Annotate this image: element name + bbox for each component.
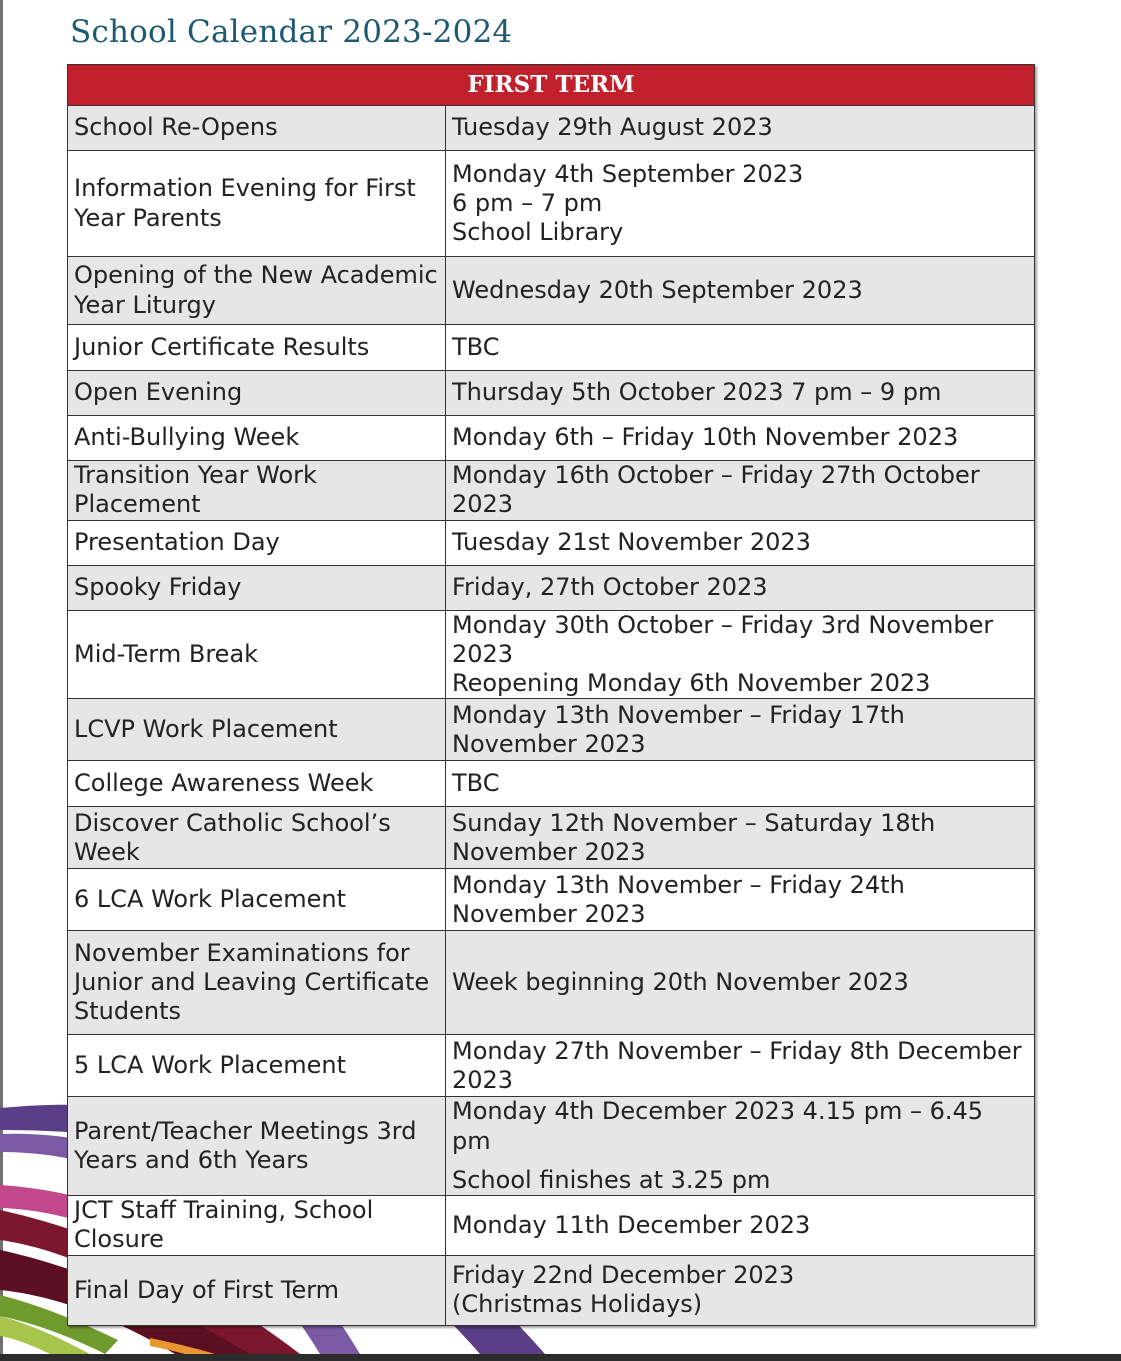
date-line: Monday 30th October – Friday 3rd November 2023 (452, 610, 994, 668)
event-name: School Re-Opens (68, 106, 446, 151)
date-line: Tuesday 21st November 2023 (452, 527, 811, 556)
table-row (68, 610, 1035, 699)
table-row (68, 869, 1035, 931)
event-date (446, 807, 1035, 869)
event-date (446, 1196, 1035, 1256)
table-row (68, 807, 1035, 869)
table-row (68, 565, 1035, 610)
event-name: 5 LCA Work Placement (68, 1035, 446, 1097)
event-name: Discover Catholic School’s Week (68, 807, 446, 869)
page-bottom-edge (0, 1354, 1121, 1361)
event-date (446, 699, 1035, 761)
event-name: Spooky Friday (68, 565, 446, 610)
event-name: November Examinations for Junior and Leaving Certificate Students (68, 931, 446, 1035)
table-row (68, 151, 1035, 257)
table-row (68, 1097, 1035, 1196)
table-row (68, 761, 1035, 807)
date-line: Friday 22nd December 2023 (452, 1260, 795, 1289)
event-date (446, 1097, 1035, 1196)
date-line: (Christmas Holidays) (452, 1290, 703, 1319)
date-line: Thursday 5th October 2023 7 pm – 9 pm (452, 378, 942, 407)
date-line: Monday 16th October – Friday 27th October 2023 (452, 461, 980, 519)
date-line: Tuesday 29th August 2023 (452, 113, 773, 142)
event-name: Parent/Teacher Meetings 3rd Years and 6th Years (68, 1097, 446, 1196)
date-line: Monday 13th November – Friday 17th November 2023 (452, 700, 905, 758)
event-date (446, 565, 1035, 610)
date-line: Monday 11th December 2023 (452, 1210, 811, 1239)
event-name: Open Evening (68, 371, 446, 416)
event-name: Transition Year Work Placement (68, 461, 446, 521)
event-date (446, 1035, 1035, 1097)
event-date (446, 416, 1035, 461)
date-line: Monday 4th December 2023 4.15 pm – 6.45 pm (452, 1097, 984, 1155)
event-name: Information Evening for First Year Parents (68, 151, 446, 257)
calendar-rows (68, 106, 1035, 1326)
event-date (446, 371, 1035, 416)
event-date (446, 869, 1035, 931)
school-calendar-table (67, 64, 1035, 1326)
date-line: Reopening Monday 6th November 2023 (452, 669, 931, 698)
table-row (68, 699, 1035, 761)
table-row (68, 1196, 1035, 1256)
event-date (446, 520, 1035, 565)
date-line: Monday 6th – Friday 10th November 2023 (452, 423, 959, 452)
event-name: 6 LCA Work Placement (68, 869, 446, 931)
table-row (68, 325, 1035, 371)
event-date (446, 325, 1035, 371)
date-line: Monday 13th November – Friday 24th November 2023 (452, 870, 905, 928)
event-name: College Awareness Week (68, 761, 446, 807)
date-line: Week beginning 20th November 2023 (452, 968, 909, 997)
date-line: Friday, 27th October 2023 (452, 572, 768, 601)
table-row (68, 1035, 1035, 1097)
event-name: JCT Staff Training, School Closure (68, 1196, 446, 1256)
event-date (446, 151, 1035, 257)
table-row (68, 931, 1035, 1035)
event-name: Final Day of First Term (68, 1255, 446, 1325)
date-line: Monday 27th November – Friday 8th December 2023 (452, 1036, 1022, 1094)
event-name: LCVP Work Placement (68, 699, 446, 761)
date-line: TBC (452, 769, 500, 798)
event-name: Anti-Bullying Week (68, 416, 446, 461)
table-row (68, 416, 1035, 461)
page-title: School Calendar 2023-2024 (70, 14, 513, 50)
table-row (68, 1255, 1035, 1325)
date-line: 6 pm – 7 pm (452, 188, 603, 217)
event-date (446, 931, 1035, 1035)
event-name: Mid-Term Break (68, 610, 446, 699)
date-line: School finishes at 3.25 pm (452, 1165, 771, 1194)
table-row (68, 257, 1035, 325)
table-row (68, 520, 1035, 565)
event-date (446, 257, 1035, 325)
event-date (446, 461, 1035, 521)
table-row (68, 461, 1035, 521)
event-date (446, 761, 1035, 807)
date-line: Monday 4th September 2023 (452, 159, 804, 188)
date-line: Sunday 12th November – Saturday 18th November 2023 (452, 808, 936, 866)
event-date (446, 610, 1035, 699)
event-name: Presentation Day (68, 520, 446, 565)
table-row (68, 371, 1035, 416)
event-name: Junior Certificate Results (68, 325, 446, 371)
term-header: FIRST TERM (68, 65, 1035, 106)
event-date (446, 1255, 1035, 1325)
date-line: Wednesday 20th September 2023 (452, 275, 863, 304)
date-line: TBC (452, 332, 500, 361)
table-row (68, 106, 1035, 151)
event-name: Opening of the New Academic Year Liturgy (68, 257, 446, 325)
event-date (446, 106, 1035, 151)
date-line: School Library (452, 218, 624, 247)
